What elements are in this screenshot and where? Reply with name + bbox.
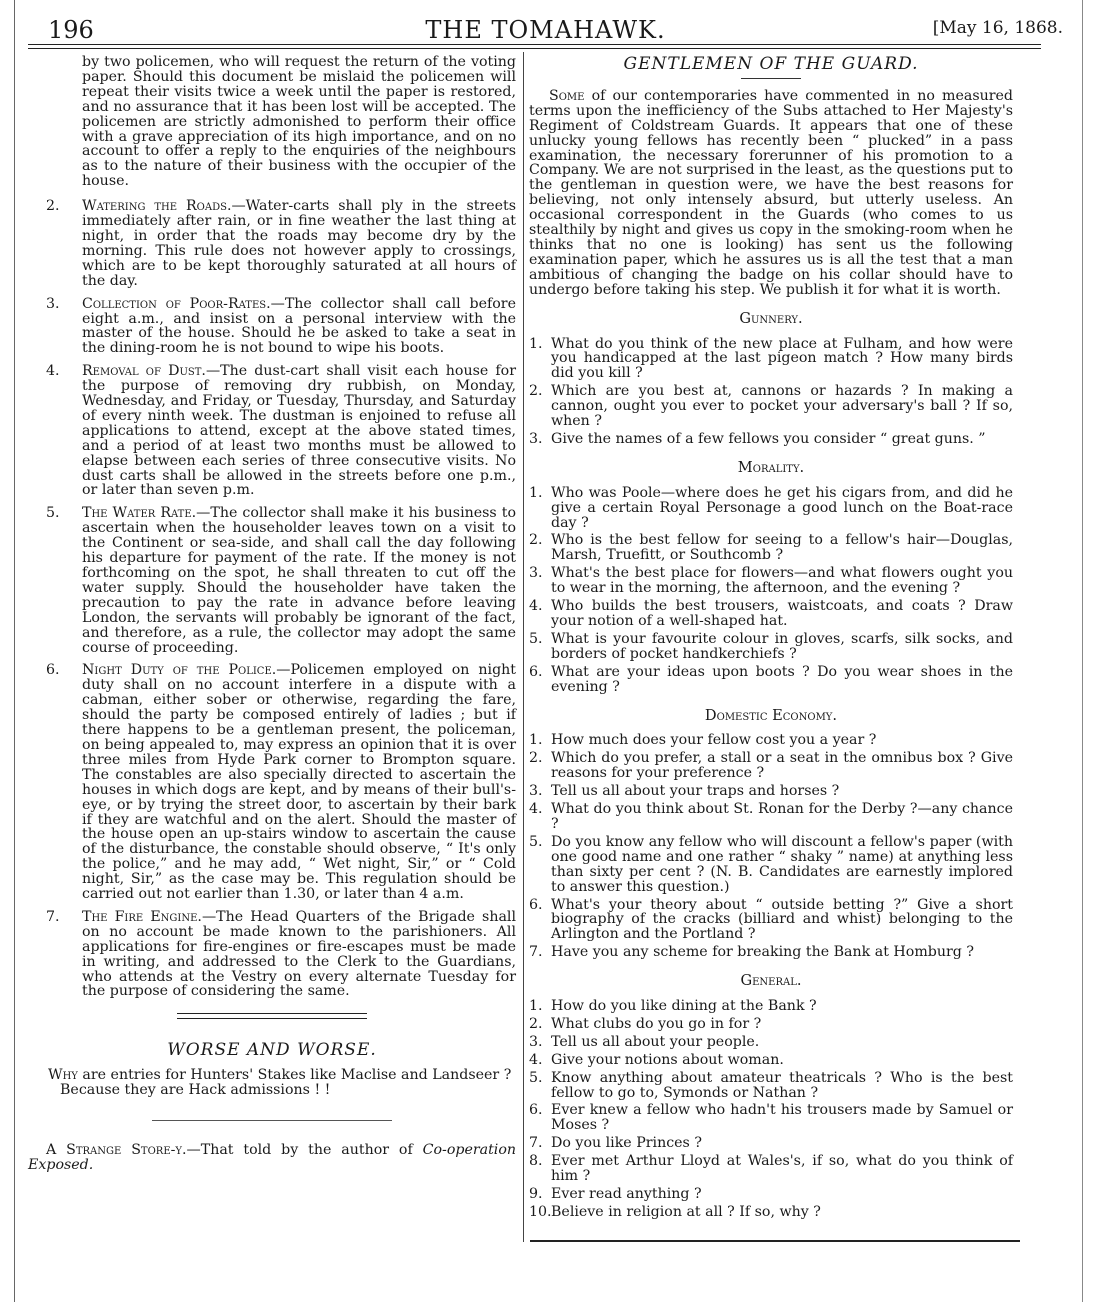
question-number: 5. [529,1069,543,1086]
left-column [28,55,516,1173]
question-number: 2. [529,383,543,400]
exam-question [529,784,1013,799]
exam-question [529,999,1013,1014]
exam-question [529,1053,1013,1068]
header-rule-top [28,44,1041,45]
exam-question [529,1205,1013,1220]
section-title: General. [740,972,802,990]
question-number: 1. [529,732,543,749]
question-text: Ever met Arthur Lloyd at Wales's, if so, what do you think of him ? [551,1153,1013,1185]
strange-story-text: —That told by the author of [186,1142,423,1159]
article-intro [529,89,1013,298]
exam-question [529,432,1013,447]
question-text: Ever read anything ? [551,1186,702,1202]
regulation-text: —The collector shall call before eight a.m., and insist on a personal interview with the master of the house. Should he be asked to take a seat in the dining-room he is not bound to wipe his boots. [82,295,516,357]
exam-question [529,835,1013,895]
exam-question [529,1035,1013,1050]
question-text: What do you think of the new place at Fulham, and how were you handicapped at the last pigeon match ? How many birds did you kill ? [551,335,1013,382]
heading-rule [741,78,801,79]
question-number: 4. [529,1051,543,1068]
exam-question [529,945,1013,960]
question-text: Have you any scheme for breaking the Bank at Homburg ? [551,944,974,961]
question-text: Give the names of a few fellows you consider “ great guns. ” [551,430,986,447]
regulation-number: 2. [46,198,60,215]
exam-question [529,665,1013,695]
question-text: Know anything about amateur theatricals ? Who is the best fellow to go to, Symonds or Nathan ? [551,1069,1013,1101]
exam-question [529,632,1013,662]
exam-question [529,1071,1013,1101]
question-text: What is your favourite colour in gloves, scarfs, silk socks, and borders of pocket handkerchiefs ? [551,630,1013,662]
regulation-title: The Fire Engine. [82,908,202,925]
section-title: Gunnery. [739,309,803,327]
question-number: 8. [529,1153,543,1170]
question-number: 5. [529,833,543,850]
regulation-item [28,506,516,655]
question-number: 7. [529,1135,543,1152]
exam-question [529,802,1013,832]
question-number: 1. [529,484,543,501]
short-divider [152,1120,392,1121]
page-edge-right [1082,0,1083,1302]
regulation-text: —Water-carts shall ply in the streets immediately after rain, or in fine weather the last thing at night, in order that the roads may become dry by the morning. This rule does not however apply to crossings, which are to be kept thoroughly saturated at all hours of the day. [82,198,517,289]
continued-paragraph: by two policemen, who will request the return of the voting paper. Should this document be mislaid the policemen will repeat their visits twice a week until the paper is restored, and no assurance that it has been lost will be accepted. The policemen are strictly admonished to perform their office with a grave appreciation of its high importance, and on no account to offer a reply to the enquiries of the neighbours as to the nature of their business with the occupier of the house. [82,54,516,190]
exam-question [529,1136,1013,1151]
worse-question-text: are entries for Hunters' Stakes like Maclise and Landseer ? [77,1067,512,1084]
exam-question [529,733,1013,748]
regulation-text: —The collector shall make it his business to ascertain when the householder leaves town on a visit to the Continent or sea-side, and shall call the day following his departure for payment of the rate. If the money is not forthcoming on the spot, he shall threaten to cut off the water supply. Should the householder have taken the precaution to pay the rate in advance before leaving London, the servants will probably be ignorant of the fact, and therefore, as a rule, the collector may adopt the same course of proceeding. [82,505,516,656]
worse-answer: Because they are Hack admissions ! ! [60,1082,331,1099]
question-text: Who was Poole—where does he get his cigars from, and did he give a certain Royal Personage a good lunch on the Boat-race day ? [551,484,1013,531]
page-number: 196 [48,16,94,44]
exam-question [529,337,1013,382]
question-text: What are your ideas upon boots ? Do you wear shoes in the evening ? [551,663,1013,695]
question-text: Tell us all about your traps and horses ? [551,783,840,800]
masthead [28,14,1063,44]
article-heading: GENTLEMEN OF THE GUARD. [623,54,919,74]
question-number: 3. [529,783,543,800]
question-number: 1. [529,998,543,1015]
worse-question [28,1068,516,1083]
question-number: 7. [529,944,543,961]
column-separator [523,52,524,1242]
question-number: 6. [529,1102,543,1119]
question-number: 4. [529,598,543,615]
regulation-number: 7. [46,908,60,925]
article-intro-text: of our contemporaries have commented in no measured terms upon the inefficiency of the Subs attached to Her Majesty's Regiment of Coldstream Guards. It appears that one of these unlucky young fellows has recently been “ plucked” in a pass examination, the necessary forerunner of his promotion to a Company. We are not surprised in the least, as the questions put to the gentleman in question were, we have the best reasons for believing, not only intensely absurd, but utterly useless. An occasional correspondent in the Guards (who comes to us stealthily by night and gives us copy in the smoking-room when he thinks that no one is looking) has sent us the following examination paper, which he assures us is all the test that a man ambitious of changing the badge on his collar should have to undergo before taking his step. We publish it for what it is worth. [529,87,1013,298]
question-number: 3. [529,565,543,582]
exam-question [529,486,1013,531]
question-text: What clubs do you go in for ? [551,1015,762,1032]
regulation-title: The Water Rate. [82,505,197,522]
question-number: 5. [529,630,543,647]
page-edge-left [14,0,15,1302]
question-text: What's the best place for flowers—and what flowers ought you to wear in the morning, the afternoon, and the evening ? [551,565,1013,597]
regulation-title: Collection of Poor-Rates. [82,295,271,312]
question-text: Give your notions about woman. [551,1051,784,1068]
exam-question [529,566,1013,596]
footer-rule [530,1240,1020,1242]
question-number: 6. [529,896,543,913]
article-intro-lead: Some [549,87,585,104]
regulation-item [28,297,516,357]
publication-title: THE TOMAHAWK. [425,16,666,44]
question-number: 9. [529,1186,543,1202]
regulation-text: —The dust-cart shall visit each house for the purpose of removing dry rubbish, on Monday, Wednesday, and Friday, or Tuesday, Thursday, and Saturday of every ninth week. The dustman is enjoined to refuse all applications to attend, except at the above stated times, and a period of at least two months must be allowed to elapse between each series of three consecutive visits. No dust carts shall be allowed in the streets before one p.m., or later than seven p.m. [82,363,517,499]
regulation-title: Night Duty of the Police. [82,662,277,679]
exam-question [529,1103,1013,1133]
regulation-number: 6. [46,662,60,679]
question-text: What do you think about St. Ronan for the Derby ?—any chance ? [551,801,1013,832]
question-number: 6. [529,663,543,680]
question-text: What's your theory about “ outside betting ?” Give a short biography of the cracks (billiard and whist) belonging to the Arlington and the Portland ? [551,896,1013,943]
question-number: 3. [529,430,543,447]
regulation-item [28,663,516,902]
question-text: Ever knew a fellow who hadn't his trousers made by Samuel or Moses ? [551,1102,1013,1134]
question-number: 2. [529,750,543,767]
question-text: Who is the best fellow for seeing to a fellow's hair—Douglas, Marsh, Truefitt, or Southcomb ? [551,532,1013,564]
exam-question [529,599,1013,629]
section-divider [177,1013,367,1019]
question-text: Which are you best at, cannons or hazards ? In making a cannon, ought you ever to pocket your adversary's ball ? If so, when ? [551,383,1013,430]
exam-question [529,751,1013,781]
regulation-title: Watering the Roads. [82,198,232,215]
question-number: 2. [529,1015,543,1032]
question-text: How much does your fellow cost you a year ? [551,732,877,749]
regulation-item [28,910,516,999]
regulation-number: 4. [46,363,60,380]
header-rule-bottom [28,48,1041,49]
question-text: Which do you prefer, a stall or a seat in the omnibus box ? Give reasons for your preference ? [551,750,1013,782]
regulation-list [28,199,516,999]
regulation-item [28,364,516,498]
strange-story [28,1143,516,1173]
question-number: 10. [529,1203,552,1220]
exam-sections [529,309,1013,1220]
section-title: Domestic Economy. [704,706,838,724]
exam-question [529,384,1013,429]
regulation-title: Removal of Dust. [82,363,206,380]
exam-question [529,533,1013,563]
regulation-text: —The Head Quarters of the Brigade shall on no account be made known to the parishioners. All applications for fire-engines or fire-escapes must be made in writing, and addressed to the Clerk to the Guardians, who attends at the Vestry on every alternate Tuesday for the purpose of considering the same. [82,908,516,1000]
question-number: 2. [529,532,543,549]
question-number: 4. [529,801,543,818]
exam-question [529,1154,1013,1184]
worse-heading: WORSE AND WORSE. [167,1040,377,1061]
strange-story-title: A Strange Store-y. [46,1142,187,1159]
question-text: Do you know any fellow who will discount a fellow's paper (with one good name and one rather “ shaky ” name) at anything less than sixty per cent ? (N. B. Candidates are earnestly implored to answer this question.) [551,833,1013,895]
question-number: 1. [529,335,543,352]
question-text: How do you like dining at the Bank ? [551,998,817,1015]
regulation-number: 3. [46,295,60,312]
strange-story-book: Co-operation Exposed. [28,1142,516,1173]
exam-question [529,1187,1013,1202]
question-text: Who builds the best trousers, waistcoats, and coats ? Draw your notion of a well-shaped hat. [551,598,1013,629]
question-text: Believe in religion at all ? If so, why ? [551,1203,821,1220]
question-text: Do you like Princes ? [551,1135,702,1152]
worse-question-lead: Why [48,1067,78,1084]
regulation-item [28,199,516,288]
question-number: 3. [529,1033,543,1050]
regulation-number: 5. [46,505,60,522]
exam-question [529,1017,1013,1032]
regulation-text: —Policemen employed on night duty shall on no account interfere in a dispute with a cabman, either sober or otherwise, regarding the fare, should the party be composed entirely of ladies ; but if there happens to be a gentleman present, the policeman, on being appealed to, may express an opinion that it is over three miles from Hyde Park corner to Brompton square. The constables are also specially directed to ascertain the houses in which dogs are kept, and by means of their bull's-eye, or by trying the street door, to ascertain by their bark if they are watchful and on the alert. Should the master of the house open an up-stairs window to ascertain the cause of the disturbance, the constable should observe, “ It's only the police,” and he may add, “ Wet night, Sir,” or “ Cold night, Sir,” as the case may be. This regulation should be carried out not earlier than 1.30, or later than 4 a.m. [82,662,516,903]
right-column [529,55,1013,1223]
issue-date: [May 16, 1868. [932,18,1063,38]
section-title: Morality. [737,458,805,476]
question-text: Tell us all about your people. [551,1033,760,1050]
exam-question [529,898,1013,943]
